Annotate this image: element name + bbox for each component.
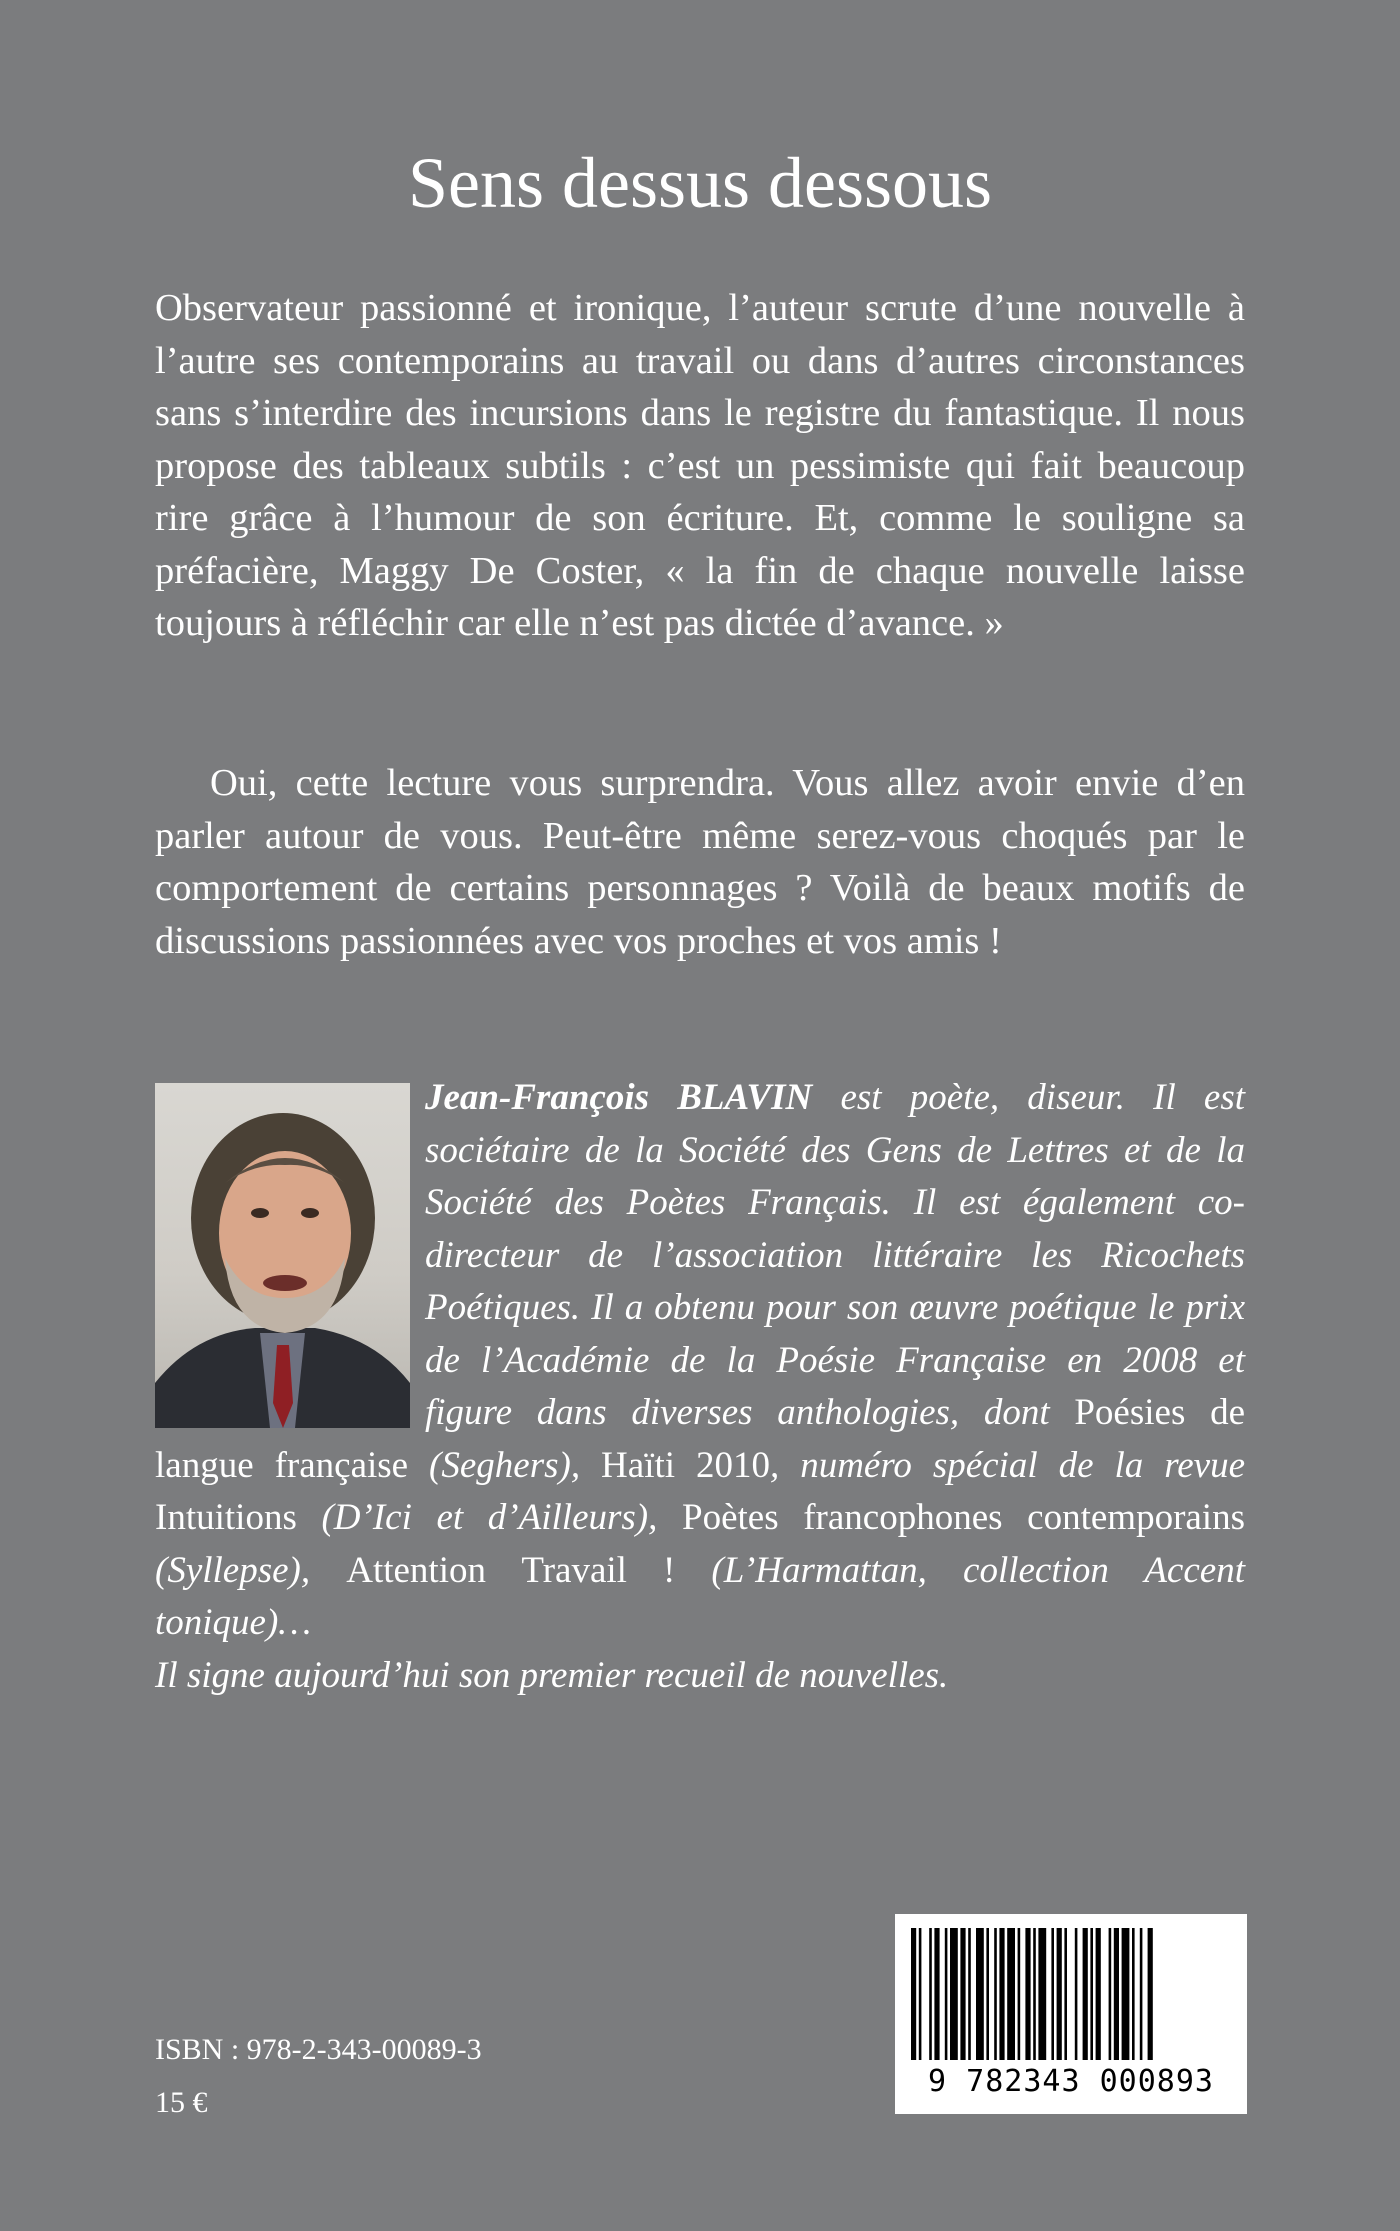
barcode-bar (1140, 1928, 1143, 2060)
barcode-digits: 9 782343 000893 (928, 2064, 1214, 2099)
photo-spacer (155, 1072, 425, 1430)
barcode (895, 1914, 1247, 2114)
barcode-bar (919, 1928, 922, 2060)
bio-work-5: Attention Travail ! (346, 1549, 676, 1591)
barcode-bar (1109, 1928, 1112, 2060)
barcode-bar (986, 1928, 989, 2060)
barcode-bar (1025, 1928, 1030, 2060)
bio-text-2: , numéro spécial de la revue (770, 1444, 1245, 1486)
barcode-bar (968, 1928, 971, 2060)
author-name: Jean-François BLAVIN (425, 1077, 813, 1118)
isbn: ISBN : 978-2-343-00089-3 (155, 2033, 482, 2066)
blurb-paragraph-1: Observateur passionné et ironique, l’auteur scrute d’une nouvelle à l’autre ses contemporains au travail ou dans d’autres circonstances sans s’interdire des incursions dans le registre du fantastique. Il nous propose des tableaux subtils : c’est un pessimiste qui fait beaucoup rire grâce à l’humour de son écriture. Et, comme le souligne sa préfacière, Maggy De Coster, « la fin de chaque nouvelle laisse toujours à réfléchir car elle n’est pas dictée d’avance. » (155, 287, 1245, 644)
bio-publisher-2: (D’Ici et d’Ailleurs), (296, 1497, 682, 1538)
bio-publisher-1: (Seghers), (408, 1444, 602, 1486)
bio-work-1: Poésies de langue française (155, 1392, 1245, 1486)
barcode-bar (1122, 1928, 1130, 2060)
barcode-bar (976, 1928, 984, 2060)
barcode-bar (1057, 1928, 1062, 2060)
barcode-bar (1090, 1928, 1093, 2060)
bio-work-3: Intuitions (155, 1497, 297, 1538)
barcode-bar (950, 1928, 958, 2060)
book-title: Sens dessus dessous (407, 143, 993, 223)
barcode-bar (960, 1928, 965, 2060)
price: 15 € (155, 2086, 208, 2119)
barcode-bar (1038, 1928, 1046, 2060)
barcode-bar (994, 1928, 997, 2060)
barcode-bar (1018, 1928, 1021, 2060)
barcode-bar (934, 1928, 939, 2060)
bio-publisher-4: (L’Harmattan, collection Accent tonique)… (155, 1549, 1245, 1643)
barcode-bar (1075, 1928, 1078, 2060)
barcode-bar (1051, 1928, 1054, 2060)
bio-closing: Il signe aujourd’hui son premier recueil de nouvelles. (155, 1654, 949, 1696)
author-bio (155, 1072, 1245, 1702)
barcode-bars (895, 1914, 1247, 2064)
barcode-bar (1114, 1928, 1119, 2060)
bio-work-2: Haïti 2010 (601, 1444, 770, 1486)
barcode-bar (1148, 1928, 1153, 2060)
barcode-bar (911, 1928, 916, 2060)
bio-publisher-3: (Syllepse), (155, 1549, 347, 1591)
barcode-bar (1132, 1928, 1135, 2060)
bio-text-1: est poète, diseur. Il est sociétaire de la Société des Gens de Lettres et de la Société des Poètes Français. Il est également co-directeur de l’association littéraire les Ricochets Poétiques. Il a obtenu pour son œuvre poétique le prix de l’Académie de la Poésie Française en 2008 et figure dans diverses anthologies, dont (425, 1077, 1246, 1433)
blurb-paragraph-2: Oui, cette lecture vous surprendra. Vous allez avoir envie d’en parler autour de vous. Peut-être même serez-vous choqués par le comportement de certains personnages ? Voilà de beaux motifs de discussions passionnées avec vos proches et vos amis ! (155, 762, 1245, 962)
barcode-bar (999, 1928, 1004, 2060)
bio-work-4: Poètes francophones contemporains (682, 1497, 1245, 1538)
barcode-bar (1064, 1928, 1067, 2060)
barcode-bar (1083, 1928, 1088, 2060)
barcode-bar (1007, 1928, 1015, 2060)
barcode-bar (945, 1928, 948, 2060)
barcode-bar (929, 1928, 932, 2060)
barcode-bar (1033, 1928, 1036, 2060)
barcode-bar (1096, 1928, 1101, 2060)
